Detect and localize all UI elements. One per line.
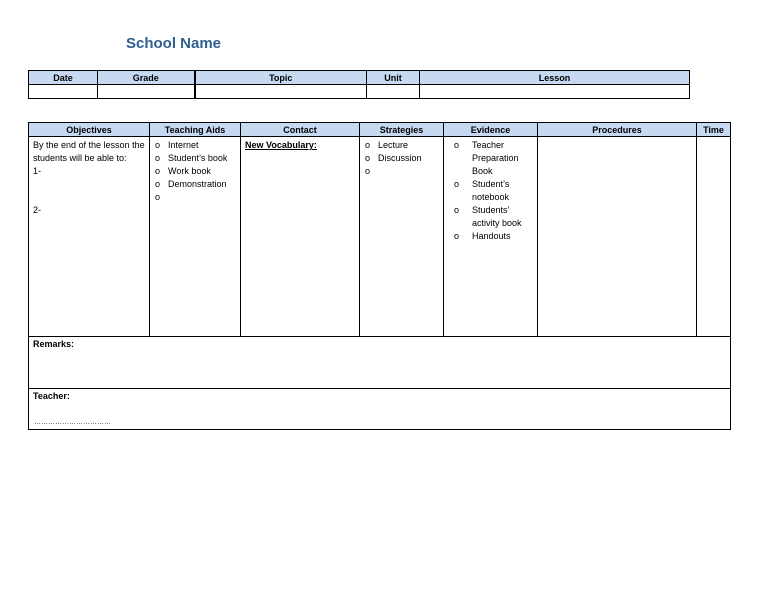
time-cell[interactable] [697, 137, 731, 337]
evidence-list [448, 139, 533, 243]
column-header-lesson: Lesson [420, 71, 690, 85]
column-header-topic: Topic [195, 71, 367, 85]
column-header-contact: Contact [241, 123, 360, 137]
unit-cell[interactable] [367, 85, 420, 99]
plan-header-row [29, 123, 731, 137]
strategies-list [364, 139, 439, 178]
contact-cell[interactable] [241, 137, 360, 337]
column-header-grade: Grade [98, 71, 195, 85]
list-item: o Teacher Preparation Book [448, 139, 533, 178]
objectives-intro-text: By the end of the lesson the students will be able to: [33, 140, 145, 163]
teaching-aids-cell[interactable] [150, 137, 241, 337]
new-vocabulary-label: New Vocabulary: [245, 140, 317, 150]
objective-2: 2- [33, 205, 42, 215]
column-header-unit: Unit [367, 71, 420, 85]
strategies-cell[interactable] [360, 137, 444, 337]
evidence-cell[interactable] [444, 137, 538, 337]
plan-body-row [29, 137, 731, 337]
objective-1: 1- [33, 166, 42, 176]
teacher-signature-line: …………………………… [34, 419, 111, 426]
teacher-row [29, 389, 731, 430]
grade-cell[interactable] [98, 85, 195, 99]
school-name-title: School Name [126, 35, 222, 52]
list-item: o Demonstration [154, 178, 236, 191]
remarks-cell[interactable] [29, 337, 731, 389]
list-item: o Discussion [364, 152, 439, 165]
column-header-strategies: Strategies [360, 123, 444, 137]
header-value-row [29, 85, 690, 99]
list-item: o Student’s book [154, 152, 236, 165]
list-item: o Students’ activity book [448, 204, 533, 230]
procedures-cell[interactable] [538, 137, 697, 337]
column-header-date: Date [29, 71, 98, 85]
lesson-plan-table [28, 122, 731, 430]
lesson-header-table [28, 70, 690, 99]
column-header-time: Time [697, 123, 731, 137]
list-item [154, 191, 236, 204]
list-item [364, 165, 439, 178]
date-cell[interactable] [29, 85, 98, 99]
list-item: o Student’s notebook [448, 178, 533, 204]
list-item: o Work book [154, 165, 236, 178]
teaching-aids-list [154, 139, 236, 204]
header-row [29, 71, 690, 85]
column-header-evidence: Evidence [444, 123, 538, 137]
teacher-cell[interactable] [29, 389, 731, 430]
column-header-teaching-aids: Teaching Aids [150, 123, 241, 137]
list-item: o Lecture [364, 139, 439, 152]
remarks-row [29, 337, 731, 389]
column-header-objectives: Objectives [29, 123, 150, 137]
teacher-label: Teacher: [33, 391, 70, 401]
list-item: o Handouts [448, 230, 533, 243]
objectives-cell[interactable] [29, 137, 150, 337]
column-header-procedures: Procedures [538, 123, 697, 137]
remarks-label: Remarks: [33, 339, 75, 349]
list-item: o Internet [154, 139, 236, 152]
lesson-cell[interactable] [420, 85, 690, 99]
topic-cell[interactable] [195, 85, 367, 99]
